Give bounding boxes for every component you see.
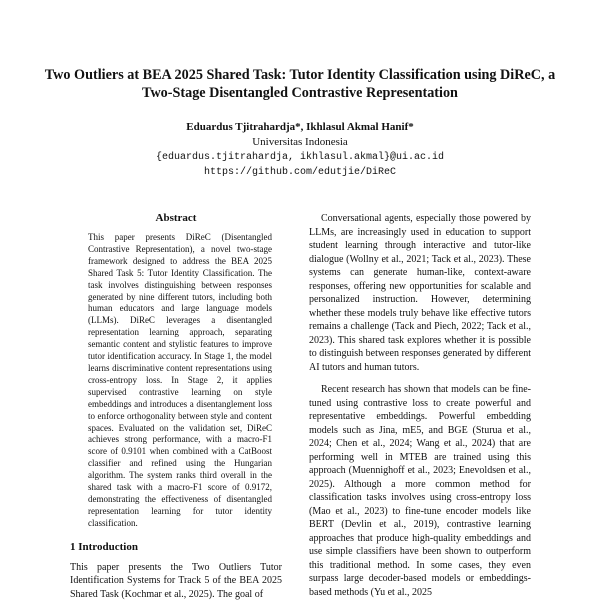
author-emails: {eduardus.tjitrahardja, ikhlasul.akmal}@ui.ac.id: [155, 152, 445, 163]
repo-link[interactable]: https://github.com/edutjie/DiReC: [203, 167, 397, 178]
author-block: [40, 120, 560, 180]
affiliation: Universitas Indonesia: [252, 136, 348, 148]
intro-paragraph-1: Conversational agents, especially those powered by LLMs, are increasingly used in education to support student learning through interactive and tutor-like dialogue (Wollny et al., 2021; Tack et al., 2023). These systems can generate human-like, context-aware responses, offering new opportunities for scalable and personalized instruction. However, determining whether these models truly behave like effective tutors remains a challenge (Tack and Piech, 2022; Tack et al., 2023). This shared task explores whether it is possible to distinguish between responses generated by different AI tutors and human tutors.: [309, 213, 531, 373]
introduction-text: This paper presents the Two Outliers Tutor Identification Systems for Track 5 of the BEA 2025 Shared Task (Kochmar et al., 2025). The goal of: [70, 561, 282, 600]
author-names: Eduardus Tjitrahardja*, Ikhlasul Akmal Hanif*: [186, 121, 414, 133]
intro-paragraph-2: Recent research has shown that models can be fine-tuned using contrastive loss to create powerful and representative embeddings. Powerful embedding models such as Jina, mE5, and BGE (Sturua et al., 2024; Chen et al., 2024; Wang et al., 2024) that are performing well in MTEB are trained using this approach (Muennighoff et al., 2023; Enevoldsen et al., 2025). Although a more common method for classification tasks involves using cross-entropy loss (Mao et al., 2023) to fine-tune encoder models like BERT (Devlin et al., 2019), contrastive learning approaches that produce high-quality embeddings and use simple classifiers have been shown to outperform this traditional method. In some cases, they even surpass large decoder-based models or embeddings-based methods (Yu et al., 2025: [309, 384, 531, 598]
abstract-text: This paper presents DiReC (Disentangled Contrastive Representation), a novel two-stage framework designed to address the BEA 2025 Shared Task 5: Tutor Identity Classification. The task involves distinguishing between responses generated by nine different tutors, including both human educators and large language models (LLMs). DiReC leverages a disentangled representation learning approach, separating semantic content and stylistic features to improve tutor identification accuracy. In Stage 1, the model learns discriminative content representations using cross-entropy loss. In Stage 2, it applies supervised contrastive learning on style embeddings and introduces a disentanglement loss to enforce orthogonality between style and content spaces. Evaluated on the validation set, DiReC achieves strong performance, with a macro-F1 score of 0.9101 when combined with a CatBoost classifier and refined using the Hungarian algorithm. The system ranks third overall in the shared task with a macro-F1 score of 0.9172, demonstrating the effectiveness of disentangled representation learning for tutor identity classification.: [88, 232, 272, 528]
paper-title: Two Outliers at BEA 2025 Shared Task: Tutor Identity Classification using DiReC, a Two-Stage Disentangled Contrastive Representation: [44, 67, 556, 101]
introduction-heading: 1 Introduction: [70, 540, 138, 553]
right-column: [309, 212, 531, 599]
abstract-heading: Abstract: [155, 212, 197, 224]
left-column: [70, 212, 282, 601]
